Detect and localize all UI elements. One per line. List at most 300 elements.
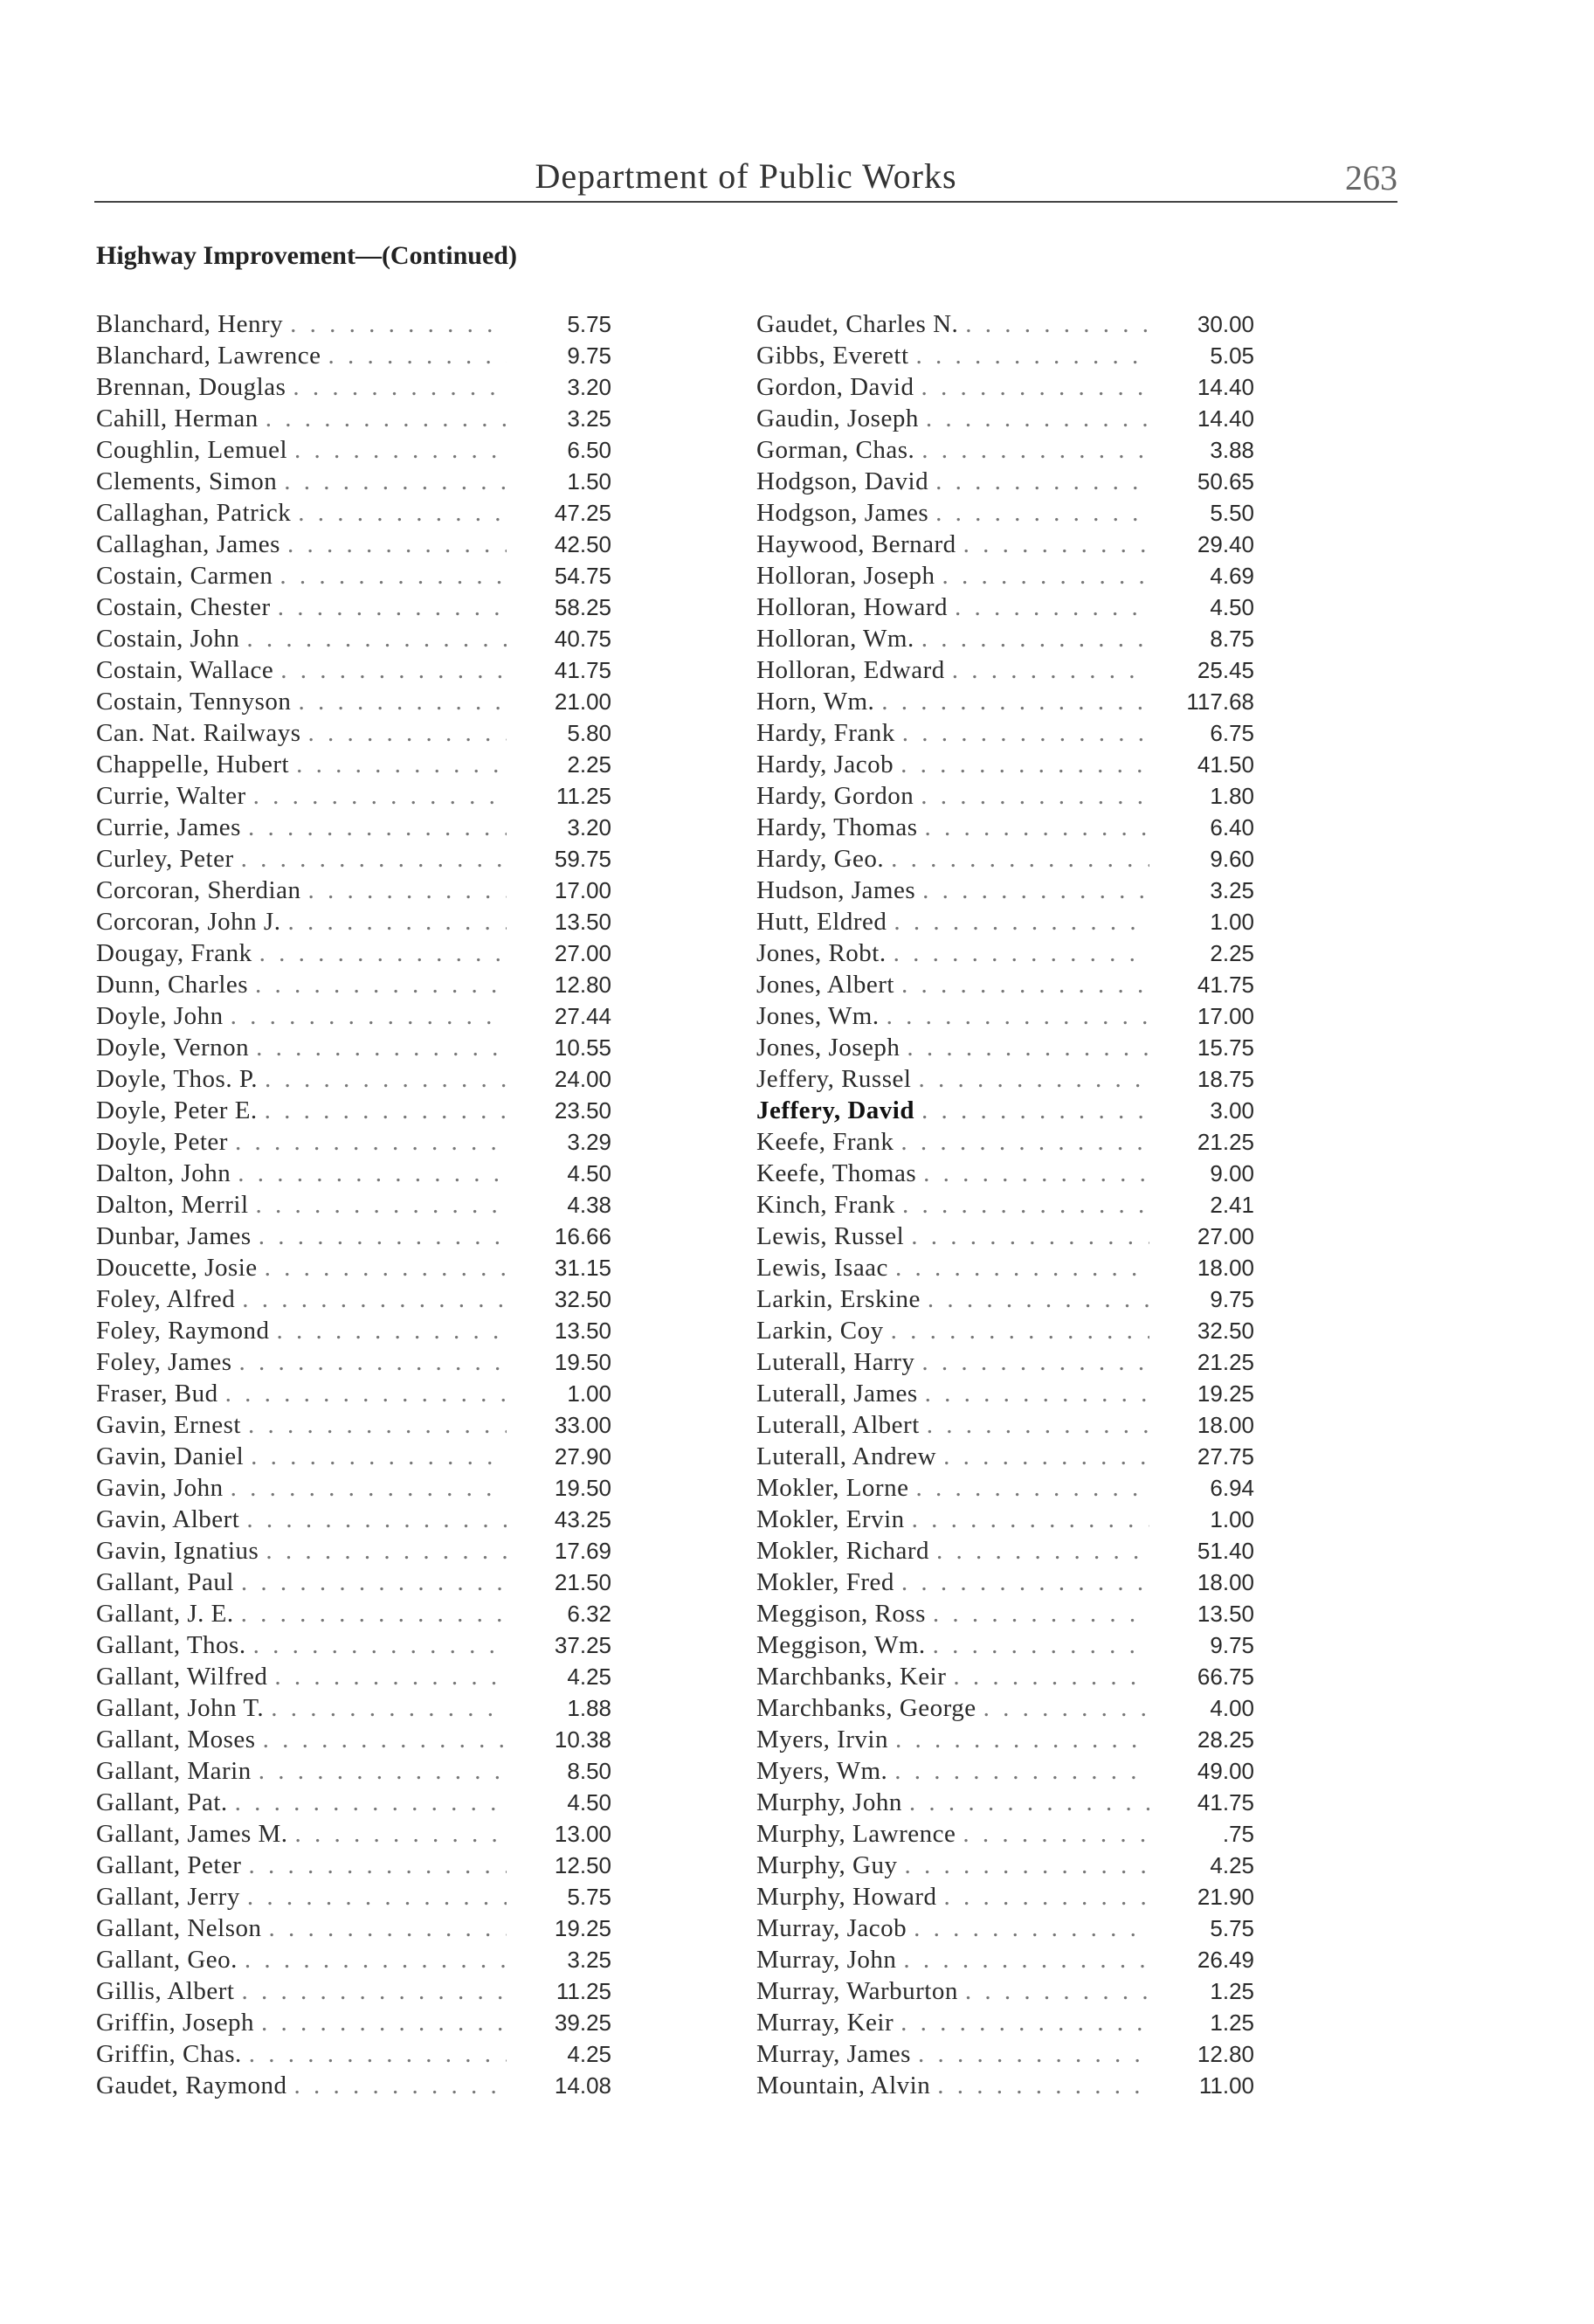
list-item [756,686,1254,717]
list-item [756,717,1254,749]
payee-name: Murphy, John [756,1788,902,1816]
payee-name: Currie, Walter [96,782,246,810]
dot-leader [248,812,507,843]
payee-name: Gallant, Geo. [96,1946,238,1974]
payee-name: Murray, Warburton [756,1977,958,2005]
payment-amount: 51.40 [1197,1538,1254,1564]
payment-amount: 12.80 [1197,2041,1254,2067]
payee-name: Costain, John [96,625,240,653]
payment-amount: 17.00 [554,877,611,903]
list-item [756,1724,1254,1755]
payee-name: Doyle, Peter [96,1128,228,1156]
list-item [96,1315,611,1346]
dot-leader [259,937,507,969]
list-item [96,1661,611,1692]
list-item [756,1535,1254,1567]
payee-name: Gallant, James M. [96,1820,288,1848]
payment-amount: 54.75 [554,563,611,589]
payee-name: Doyle, Peter E. [96,1096,258,1124]
payment-amount: 4.38 [567,1192,611,1218]
list-item [756,2007,1254,2038]
payment-amount: 6.50 [567,437,611,463]
dot-leader [921,434,1149,466]
payee-name: Holloran, Joseph [756,562,935,590]
payment-amount: 13.50 [554,909,611,935]
payee-name: Doyle, Vernon [96,1034,250,1062]
payee-name: Fraser, Bud [96,1380,218,1408]
payee-name: Blanchard, Henry [96,310,284,338]
payment-amount: 19.50 [554,1475,611,1501]
list-item [96,686,611,717]
list-item [96,497,611,529]
dot-leader [259,1755,507,1787]
dot-leader [256,1189,507,1221]
dot-leader [933,1629,1149,1661]
dot-leader [907,1032,1149,1063]
payment-amount: 59.75 [554,846,611,872]
payee-name: Dalton, John [96,1159,231,1187]
dot-leader [894,1755,1149,1787]
payee-name: Jones, Wm. [756,1002,880,1030]
payee-name: Gallant, Moses [96,1726,256,1753]
list-item [756,1252,1254,1283]
payment-amount: 14.08 [554,2072,611,2099]
payee-name: Murray, Jacob [756,1914,907,1942]
dot-leader [936,1535,1149,1567]
payment-amount: 15.75 [1197,1034,1254,1061]
list-item [756,1221,1254,1252]
list-item [96,1567,611,1598]
list-item [96,843,611,875]
payment-amount: 27.75 [1197,1443,1254,1470]
list-item [96,340,611,371]
dot-leader [255,969,507,1000]
payee-name: Gallant, Nelson [96,1914,262,1942]
dot-leader [225,1378,507,1409]
list-item [96,1378,611,1409]
list-item [756,875,1254,906]
payment-amount: 10.38 [554,1726,611,1753]
list-item [96,1504,611,1535]
list-item [756,1661,1254,1692]
list-item [756,529,1254,560]
list-item [96,1755,611,1787]
list-item [756,403,1254,434]
dot-leader [245,1944,507,1975]
payee-name: Mokler, Fred [756,1568,894,1596]
payment-amount: 3.20 [567,814,611,840]
dot-leader [933,1598,1149,1629]
payee-name: Mountain, Alvin [756,2072,931,2099]
payee-name: Costain, Carmen [96,562,273,590]
payee-name: Gavin, John [96,1474,224,1502]
payee-name: Jones, Robt. [756,939,887,967]
list-item [96,560,611,591]
dot-leader [241,1567,507,1598]
list-item [756,1189,1254,1221]
payee-name: Holloran, Howard [756,593,949,621]
dot-leader [238,1158,507,1189]
dot-leader [923,1158,1149,1189]
list-item [96,937,611,969]
payment-amount: 25.45 [1197,657,1254,683]
dot-leader [963,529,1149,560]
payee-name: Keefe, Frank [756,1128,894,1156]
list-item [756,1567,1254,1598]
list-item [96,1126,611,1158]
dot-leader [261,2007,507,2038]
list-item [96,623,611,654]
list-item [96,591,611,623]
payee-name: Gavin, Albert [96,1505,240,1533]
payment-amount: 5.50 [1210,500,1254,526]
dot-leader [293,371,507,403]
payee-name: Gordon, David [756,373,914,401]
list-item [96,1535,611,1567]
dot-leader [298,497,507,529]
payment-amount: 5.75 [567,1884,611,1910]
dot-leader [265,1095,507,1126]
list-item [756,591,1254,623]
dot-leader [901,1126,1149,1158]
list-item [96,1598,611,1629]
payee-name: Mokler, Richard [756,1537,930,1565]
list-item [756,466,1254,497]
dot-leader [895,1252,1149,1283]
payee-name: Haywood, Bernard [756,530,956,558]
dot-leader [328,340,507,371]
page-number: 263 [1345,158,1397,197]
dot-leader [242,1283,507,1315]
dot-leader [266,403,507,434]
payment-amount: 17.69 [554,1538,611,1564]
payee-name: Griffin, Chas. [96,2040,242,2068]
payment-amount: 41.75 [1197,1789,1254,1816]
dot-leader [290,308,507,340]
dot-leader [983,1692,1149,1724]
list-item [96,1252,611,1283]
dot-leader [925,812,1150,843]
payee-name: Hardy, Geo. [756,845,885,873]
payee-name: Gaudin, Joseph [756,405,919,432]
payment-amount: 3.00 [1210,1097,1254,1124]
payee-name: Chappelle, Hubert [96,750,290,778]
payee-name: Dunn, Charles [96,971,249,999]
right-column [756,308,1254,2101]
dot-leader [276,1315,507,1346]
list-item [96,1095,611,1126]
payment-amount: 3.25 [1210,877,1254,903]
payment-amount: 9.00 [1210,1160,1254,1186]
payee-name: Gallant, John T. [96,1694,265,1722]
list-item [756,1472,1254,1504]
dot-leader [294,434,507,466]
dot-leader [239,1346,507,1378]
payment-amount: 12.50 [554,1852,611,1878]
payee-name: Luterall, James [756,1380,918,1408]
payment-amount: 21.50 [554,1569,611,1595]
payee-name: Jeffery, David [756,1096,914,1124]
dot-leader [308,875,507,906]
dot-leader [916,340,1149,371]
list-item [756,1912,1254,1944]
dot-leader [894,906,1149,937]
list-item [756,1315,1254,1346]
dot-leader [894,937,1149,969]
list-item [96,1158,611,1189]
list-item [756,1409,1254,1441]
dot-leader [891,1315,1149,1346]
list-item [96,906,611,937]
dot-leader [925,1378,1149,1409]
dot-leader [280,654,507,686]
dot-leader [901,749,1149,780]
dot-leader [259,1221,507,1252]
dot-leader [911,1221,1149,1252]
list-item [96,2070,611,2101]
payment-amount: 6.94 [1210,1475,1254,1501]
payment-amount: 41.75 [554,657,611,683]
dot-leader [943,1441,1149,1472]
dot-leader [241,843,507,875]
payment-amount: 6.40 [1210,814,1254,840]
payee-name: Gallant, J. E. [96,1600,234,1628]
list-item [756,1000,1254,1032]
list-item [96,969,611,1000]
payment-amount: 21.25 [1197,1349,1254,1375]
dot-leader [248,1850,507,1881]
list-item [96,1912,611,1944]
payee-name: Gaudet, Charles N. [756,310,959,338]
list-item [756,2038,1254,2070]
dot-leader [921,1346,1149,1378]
payee-name: Gorman, Chas. [756,436,915,464]
payee-name: Gaudet, Raymond [96,2072,287,2099]
dot-leader [895,1724,1149,1755]
list-item [756,1692,1254,1724]
payee-name: Gallant, Peter [96,1851,242,1879]
list-item [96,1724,611,1755]
dot-leader [909,1787,1149,1818]
dot-leader [269,1912,507,1944]
payee-name: Hutt, Eldred [756,908,887,936]
payment-amount: 21.90 [1197,1884,1254,1910]
payee-name: Hardy, Frank [756,719,895,747]
dot-leader [953,1661,1149,1692]
payment-amount: 1.00 [1210,909,1254,935]
payee-name: Luterall, Andrew [756,1442,937,1470]
payment-amount: 9.60 [1210,846,1254,872]
payee-name: Murray, James [756,2040,911,2068]
list-item [756,1629,1254,1661]
payment-amount: 4.50 [1210,594,1254,620]
dot-leader [952,654,1149,686]
dot-leader [955,591,1149,623]
payment-amount: 6.32 [567,1601,611,1627]
payment-amount: 3.88 [1210,437,1254,463]
list-item [96,1063,611,1095]
payee-name: Foley, Raymond [96,1317,270,1345]
payee-name: Foley, Alfred [96,1285,236,1313]
payment-amount: 27.44 [554,1003,611,1029]
dot-leader [308,717,507,749]
dot-leader [915,1472,1149,1504]
payment-amount: 3.25 [567,405,611,432]
list-item [96,529,611,560]
list-item [756,560,1254,591]
payment-amount: 27.00 [554,940,611,966]
payee-name: Holloran, Edward [756,656,945,684]
payment-amount: 13.50 [554,1318,611,1344]
dot-leader [284,466,507,497]
payment-amount: 11.00 [1198,2072,1254,2099]
payment-amount: 41.50 [1197,751,1254,778]
payment-amount: 13.50 [1197,1601,1254,1627]
list-item [756,812,1254,843]
dot-leader [253,780,507,812]
payee-name: Callaghan, James [96,530,280,558]
list-item [96,371,611,403]
list-item [756,1441,1254,1472]
list-item [96,1787,611,1818]
list-item [96,434,611,466]
dot-leader [235,1787,507,1818]
list-item [756,1598,1254,1629]
list-item [96,749,611,780]
dot-leader [279,560,507,591]
payment-amount: 1.25 [1210,2009,1254,2036]
payment-amount: 27.00 [1197,1223,1254,1249]
payment-amount: 11.25 [555,1978,611,2004]
payee-name: Marchbanks, George [756,1694,976,1722]
payment-amount: 11.25 [555,783,611,809]
dot-leader [265,1063,507,1095]
payee-name: Gibbs, Everett [756,342,909,370]
list-item [96,403,611,434]
list-item [756,1378,1254,1409]
payee-name: Gallant, Thos. [96,1631,246,1659]
payee-name: Mokler, Ervin [756,1505,905,1533]
payment-amount: 4.25 [1210,1852,1254,1878]
payee-name: Costain, Tennyson [96,688,292,716]
payee-name: Coughlin, Lemuel [96,436,288,464]
payment-amount: 8.75 [1210,626,1254,652]
payment-amount: 17.00 [1197,1003,1254,1029]
dot-leader [246,623,507,654]
payee-name: Griffin, Joseph [96,2009,254,2037]
payment-amount: 19.25 [1197,1380,1254,1407]
payment-amount: 27.90 [554,1443,611,1470]
payee-name: Murray, Keir [756,2009,894,2037]
dot-leader [263,1724,507,1755]
list-item [756,1818,1254,1850]
dot-leader [891,843,1149,875]
dot-leader [251,1441,507,1472]
payment-amount: 2.25 [1210,940,1254,966]
payment-amount: 41.75 [1197,972,1254,998]
list-item [96,1692,611,1724]
dot-leader [246,1504,507,1535]
payee-name: Marchbanks, Keir [756,1663,947,1691]
list-item [756,843,1254,875]
payment-amount: 58.25 [554,594,611,620]
dot-leader [903,1944,1149,1975]
dot-leader [901,969,1149,1000]
dot-leader [921,780,1149,812]
payment-amount: 28.25 [1197,1726,1254,1753]
payee-name: Murphy, Howard [756,1883,937,1911]
dot-leader [935,466,1149,497]
payment-amount: 1.88 [567,1695,611,1721]
list-item [756,1032,1254,1063]
list-item [96,1850,611,1881]
dot-leader [247,1881,507,1912]
payment-amount: 50.65 [1197,468,1254,495]
dot-leader [296,749,507,780]
dot-leader [918,1063,1149,1095]
payee-name: Hodgson, David [756,467,929,495]
payment-amount: 21.00 [554,688,611,715]
payment-amount: 1.50 [567,468,611,495]
payee-name: Larkin, Erskine [756,1285,921,1313]
dot-leader [918,2038,1149,2070]
list-item [96,1944,611,1975]
dot-leader [256,1032,507,1063]
payment-amount: .75 [1222,1821,1254,1847]
dot-leader [881,686,1149,717]
list-item [96,1975,611,2007]
dot-leader [248,1409,507,1441]
dot-leader [965,1975,1149,2007]
payment-amount: 33.00 [554,1412,611,1438]
payment-amount: 19.50 [554,1349,611,1375]
dot-leader [963,1818,1149,1850]
list-item [96,1472,611,1504]
payment-amount: 3.25 [567,1947,611,1973]
payment-amount: 29.40 [1197,531,1254,557]
left-column [96,308,611,2101]
dot-leader [295,1818,507,1850]
list-item [96,308,611,340]
payee-name: Hardy, Jacob [756,750,894,778]
list-item [756,1126,1254,1158]
payee-name: Gallant, Paul [96,1568,234,1596]
payee-name: Costain, Wallace [96,656,274,684]
dot-leader [901,1567,1149,1598]
payment-amount: 18.00 [1197,1255,1254,1281]
dot-leader [935,497,1149,529]
payment-amount: 1.00 [567,1380,611,1407]
payee-name: Currie, James [96,813,241,841]
payment-amount: 1.00 [1210,1506,1254,1532]
payee-name: Gavin, Ignatius [96,1537,259,1565]
dot-leader [922,875,1149,906]
dot-leader [937,2070,1149,2101]
payee-name: Gavin, Ernest [96,1411,241,1439]
list-item [96,1441,611,1472]
payment-amount: 3.20 [567,374,611,400]
dot-leader [914,1912,1149,1944]
list-item [96,1000,611,1032]
list-item [756,1881,1254,1912]
list-item [756,969,1254,1000]
dot-leader [921,623,1149,654]
list-item [96,875,611,906]
payee-name: Gallant, Marin [96,1757,252,1785]
payee-name: Holloran, Wm. [756,625,914,653]
payment-amount: 23.50 [554,1097,611,1124]
list-item [96,1881,611,1912]
